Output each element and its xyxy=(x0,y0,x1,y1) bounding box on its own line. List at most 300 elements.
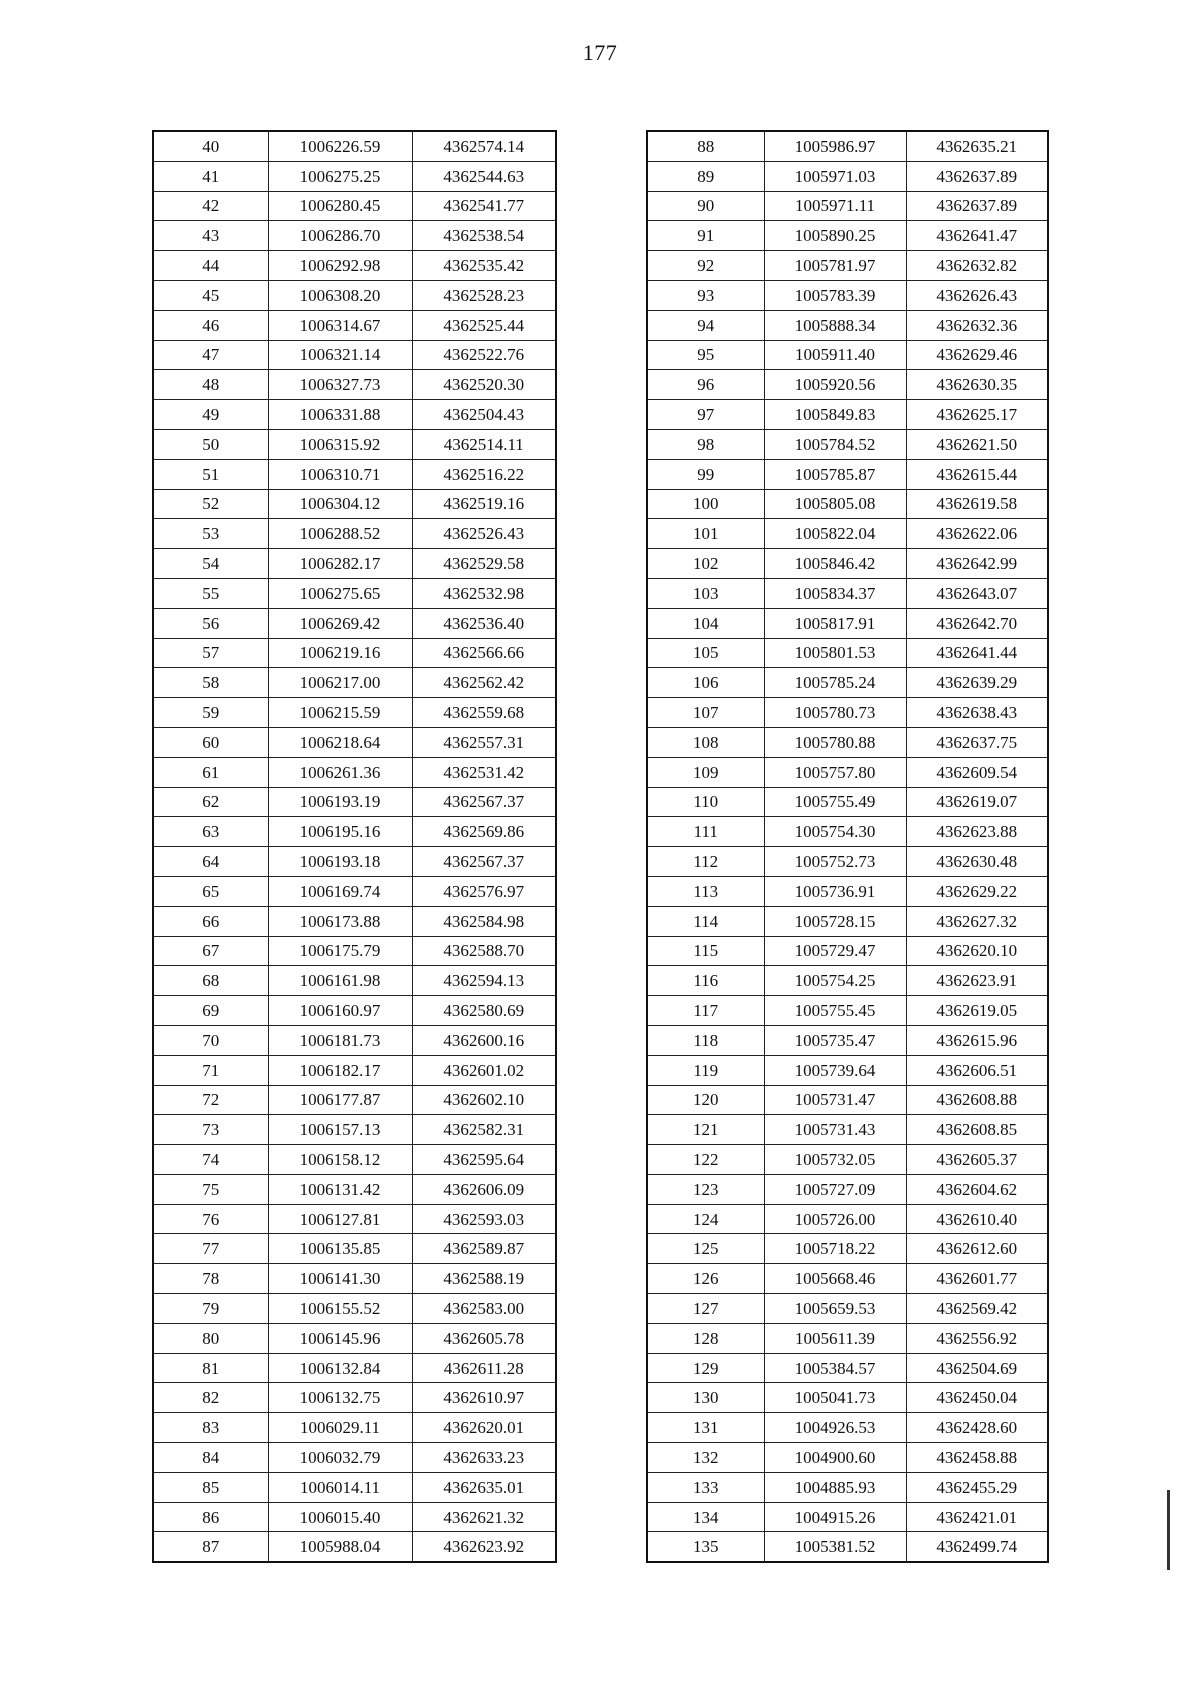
y-coordinate-cell: 4362519.16 xyxy=(412,489,556,519)
y-coordinate-cell: 4362642.99 xyxy=(906,549,1048,579)
y-coordinate-cell: 4362588.70 xyxy=(412,936,556,966)
y-coordinate-cell: 4362458.88 xyxy=(906,1443,1048,1473)
table-row xyxy=(153,1204,556,1234)
x-coordinate-cell: 1005846.42 xyxy=(764,549,906,579)
table-row xyxy=(647,131,1048,161)
table-row xyxy=(153,191,556,221)
table-row xyxy=(153,1234,556,1264)
y-coordinate-cell: 4362601.77 xyxy=(906,1264,1048,1294)
table-row xyxy=(153,549,556,579)
y-coordinate-cell: 4362529.58 xyxy=(412,549,556,579)
y-coordinate-cell: 4362593.03 xyxy=(412,1204,556,1234)
table-row xyxy=(153,131,556,161)
y-coordinate-cell: 4362532.98 xyxy=(412,578,556,608)
x-coordinate-cell: 1005659.53 xyxy=(764,1294,906,1324)
table-row xyxy=(647,519,1048,549)
y-coordinate-cell: 4362566.66 xyxy=(412,638,556,668)
table-row xyxy=(647,817,1048,847)
y-coordinate-cell: 4362629.22 xyxy=(906,876,1048,906)
table-row xyxy=(647,549,1048,579)
x-coordinate-cell: 1006169.74 xyxy=(268,876,412,906)
table-row xyxy=(647,1115,1048,1145)
y-coordinate-cell: 4362615.44 xyxy=(906,459,1048,489)
x-coordinate-cell: 1006304.12 xyxy=(268,489,412,519)
point-number-cell: 67 xyxy=(153,936,268,966)
table-row xyxy=(153,370,556,400)
x-coordinate-cell: 1005785.87 xyxy=(764,459,906,489)
x-coordinate-cell: 1005784.52 xyxy=(764,429,906,459)
point-number-cell: 78 xyxy=(153,1264,268,1294)
x-coordinate-cell: 1006132.84 xyxy=(268,1353,412,1383)
point-number-cell: 46 xyxy=(153,310,268,340)
y-coordinate-cell: 4362635.01 xyxy=(412,1472,556,1502)
point-number-cell: 84 xyxy=(153,1443,268,1473)
point-number-cell: 125 xyxy=(647,1234,764,1264)
x-coordinate-cell: 1006015.40 xyxy=(268,1502,412,1532)
table-row xyxy=(647,578,1048,608)
x-coordinate-cell: 1006269.42 xyxy=(268,608,412,638)
x-coordinate-cell: 1006195.16 xyxy=(268,817,412,847)
x-coordinate-cell: 1006193.18 xyxy=(268,847,412,877)
table-row xyxy=(647,1025,1048,1055)
point-number-cell: 56 xyxy=(153,608,268,638)
y-coordinate-cell: 4362574.14 xyxy=(412,131,556,161)
y-coordinate-cell: 4362619.07 xyxy=(906,787,1048,817)
x-coordinate-cell: 1005754.25 xyxy=(764,966,906,996)
x-coordinate-cell: 1005735.47 xyxy=(764,1025,906,1055)
coordinate-table-left xyxy=(152,130,557,1563)
table-row xyxy=(647,1294,1048,1324)
x-coordinate-cell: 1006132.75 xyxy=(268,1383,412,1413)
x-coordinate-cell: 1005890.25 xyxy=(764,221,906,251)
y-coordinate-cell: 4362643.07 xyxy=(906,578,1048,608)
point-number-cell: 93 xyxy=(647,280,764,310)
x-coordinate-cell: 1006275.25 xyxy=(268,161,412,191)
table-row xyxy=(153,668,556,698)
x-coordinate-cell: 1006321.14 xyxy=(268,340,412,370)
y-coordinate-cell: 4362632.82 xyxy=(906,251,1048,281)
table-row xyxy=(153,936,556,966)
point-number-cell: 58 xyxy=(153,668,268,698)
y-coordinate-cell: 4362538.54 xyxy=(412,221,556,251)
point-number-cell: 129 xyxy=(647,1353,764,1383)
x-coordinate-cell: 1005754.30 xyxy=(764,817,906,847)
table-row xyxy=(647,400,1048,430)
x-coordinate-cell: 1005801.53 xyxy=(764,638,906,668)
table-row xyxy=(153,876,556,906)
x-coordinate-cell: 1006177.87 xyxy=(268,1085,412,1115)
point-number-cell: 127 xyxy=(647,1294,764,1324)
y-coordinate-cell: 4362504.43 xyxy=(412,400,556,430)
point-number-cell: 109 xyxy=(647,757,764,787)
x-coordinate-cell: 1006173.88 xyxy=(268,906,412,936)
x-coordinate-cell: 1006161.98 xyxy=(268,966,412,996)
y-coordinate-cell: 4362569.86 xyxy=(412,817,556,847)
point-number-cell: 42 xyxy=(153,191,268,221)
table-row xyxy=(153,161,556,191)
y-coordinate-cell: 4362623.92 xyxy=(412,1532,556,1562)
x-coordinate-cell: 1006158.12 xyxy=(268,1145,412,1175)
point-number-cell: 102 xyxy=(647,549,764,579)
point-number-cell: 116 xyxy=(647,966,764,996)
x-coordinate-cell: 1005911.40 xyxy=(764,340,906,370)
point-number-cell: 55 xyxy=(153,578,268,608)
table-row xyxy=(153,787,556,817)
point-number-cell: 105 xyxy=(647,638,764,668)
table-row xyxy=(647,698,1048,728)
point-number-cell: 71 xyxy=(153,1055,268,1085)
table-row xyxy=(647,280,1048,310)
point-number-cell: 75 xyxy=(153,1174,268,1204)
y-coordinate-cell: 4362582.31 xyxy=(412,1115,556,1145)
y-coordinate-cell: 4362536.40 xyxy=(412,608,556,638)
point-number-cell: 135 xyxy=(647,1532,764,1562)
y-coordinate-cell: 4362623.88 xyxy=(906,817,1048,847)
y-coordinate-cell: 4362622.06 xyxy=(906,519,1048,549)
table-row xyxy=(153,638,556,668)
y-coordinate-cell: 4362602.10 xyxy=(412,1085,556,1115)
point-number-cell: 133 xyxy=(647,1472,764,1502)
table-row xyxy=(647,1472,1048,1502)
x-coordinate-cell: 1006157.13 xyxy=(268,1115,412,1145)
table-row xyxy=(647,1383,1048,1413)
point-number-cell: 43 xyxy=(153,221,268,251)
table-row xyxy=(153,459,556,489)
table-row xyxy=(647,876,1048,906)
table-row xyxy=(647,1055,1048,1085)
y-coordinate-cell: 4362595.64 xyxy=(412,1145,556,1175)
y-coordinate-cell: 4362620.01 xyxy=(412,1413,556,1443)
point-number-cell: 92 xyxy=(647,251,764,281)
point-number-cell: 132 xyxy=(647,1443,764,1473)
y-coordinate-cell: 4362608.85 xyxy=(906,1115,1048,1145)
point-number-cell: 77 xyxy=(153,1234,268,1264)
point-number-cell: 114 xyxy=(647,906,764,936)
x-coordinate-cell: 1006280.45 xyxy=(268,191,412,221)
x-coordinate-cell: 1006226.59 xyxy=(268,131,412,161)
point-number-cell: 98 xyxy=(647,429,764,459)
x-coordinate-cell: 1005731.47 xyxy=(764,1085,906,1115)
x-coordinate-cell: 1006014.11 xyxy=(268,1472,412,1502)
x-coordinate-cell: 1006261.36 xyxy=(268,757,412,787)
y-coordinate-cell: 4362637.75 xyxy=(906,727,1048,757)
point-number-cell: 53 xyxy=(153,519,268,549)
x-coordinate-cell: 1005752.73 xyxy=(764,847,906,877)
y-coordinate-cell: 4362641.47 xyxy=(906,221,1048,251)
point-number-cell: 103 xyxy=(647,578,764,608)
y-coordinate-cell: 4362516.22 xyxy=(412,459,556,489)
point-number-cell: 52 xyxy=(153,489,268,519)
table-row xyxy=(647,757,1048,787)
table-row xyxy=(647,251,1048,281)
x-coordinate-cell: 1006282.17 xyxy=(268,549,412,579)
y-coordinate-cell: 4362421.01 xyxy=(906,1502,1048,1532)
x-coordinate-cell: 1005783.39 xyxy=(764,280,906,310)
y-coordinate-cell: 4362623.91 xyxy=(906,966,1048,996)
x-coordinate-cell: 1006327.73 xyxy=(268,370,412,400)
point-number-cell: 85 xyxy=(153,1472,268,1502)
point-number-cell: 68 xyxy=(153,966,268,996)
table-row xyxy=(153,817,556,847)
x-coordinate-cell: 1005971.11 xyxy=(764,191,906,221)
point-number-cell: 59 xyxy=(153,698,268,728)
y-coordinate-cell: 4362610.40 xyxy=(906,1204,1048,1234)
point-number-cell: 62 xyxy=(153,787,268,817)
y-coordinate-cell: 4362637.89 xyxy=(906,191,1048,221)
x-coordinate-cell: 1006155.52 xyxy=(268,1294,412,1324)
x-coordinate-cell: 1004885.93 xyxy=(764,1472,906,1502)
point-number-cell: 115 xyxy=(647,936,764,966)
table-row xyxy=(647,370,1048,400)
point-number-cell: 74 xyxy=(153,1145,268,1175)
y-coordinate-cell: 4362638.43 xyxy=(906,698,1048,728)
table-row xyxy=(153,578,556,608)
point-number-cell: 111 xyxy=(647,817,764,847)
x-coordinate-cell: 1005736.91 xyxy=(764,876,906,906)
y-coordinate-cell: 4362615.96 xyxy=(906,1025,1048,1055)
table-row xyxy=(153,1472,556,1502)
point-number-cell: 81 xyxy=(153,1353,268,1383)
x-coordinate-cell: 1006032.79 xyxy=(268,1443,412,1473)
point-number-cell: 90 xyxy=(647,191,764,221)
y-coordinate-cell: 4362559.68 xyxy=(412,698,556,728)
x-coordinate-cell: 1005718.22 xyxy=(764,1234,906,1264)
table-row xyxy=(153,1174,556,1204)
x-coordinate-cell: 1006193.19 xyxy=(268,787,412,817)
table-row xyxy=(153,966,556,996)
point-number-cell: 86 xyxy=(153,1502,268,1532)
table-row xyxy=(647,1502,1048,1532)
x-coordinate-cell: 1005726.00 xyxy=(764,1204,906,1234)
y-coordinate-cell: 4362626.43 xyxy=(906,280,1048,310)
table-row xyxy=(647,161,1048,191)
point-number-cell: 91 xyxy=(647,221,764,251)
table-row xyxy=(647,1353,1048,1383)
x-coordinate-cell: 1006160.97 xyxy=(268,996,412,1026)
point-number-cell: 108 xyxy=(647,727,764,757)
table-row xyxy=(647,1264,1048,1294)
y-coordinate-cell: 4362594.13 xyxy=(412,966,556,996)
point-number-cell: 87 xyxy=(153,1532,268,1562)
point-number-cell: 97 xyxy=(647,400,764,430)
y-coordinate-cell: 4362641.44 xyxy=(906,638,1048,668)
table-row xyxy=(153,1145,556,1175)
point-number-cell: 106 xyxy=(647,668,764,698)
y-coordinate-cell: 4362629.46 xyxy=(906,340,1048,370)
x-coordinate-cell: 1005805.08 xyxy=(764,489,906,519)
x-coordinate-cell: 1005785.24 xyxy=(764,668,906,698)
x-coordinate-cell: 1006218.64 xyxy=(268,727,412,757)
point-number-cell: 110 xyxy=(647,787,764,817)
y-coordinate-cell: 4362528.23 xyxy=(412,280,556,310)
y-coordinate-cell: 4362428.60 xyxy=(906,1413,1048,1443)
point-number-cell: 54 xyxy=(153,549,268,579)
x-coordinate-cell: 1006331.88 xyxy=(268,400,412,430)
y-coordinate-cell: 4362611.28 xyxy=(412,1353,556,1383)
table-row xyxy=(153,906,556,936)
point-number-cell: 119 xyxy=(647,1055,764,1085)
table-row xyxy=(647,1413,1048,1443)
y-coordinate-cell: 4362633.23 xyxy=(412,1443,556,1473)
y-coordinate-cell: 4362544.63 xyxy=(412,161,556,191)
point-number-cell: 130 xyxy=(647,1383,764,1413)
point-number-cell: 76 xyxy=(153,1204,268,1234)
x-coordinate-cell: 1005986.97 xyxy=(764,131,906,161)
table-row xyxy=(153,310,556,340)
point-number-cell: 82 xyxy=(153,1383,268,1413)
x-coordinate-cell: 1004900.60 xyxy=(764,1443,906,1473)
coordinate-table-right xyxy=(646,130,1049,1563)
point-number-cell: 50 xyxy=(153,429,268,459)
point-number-cell: 61 xyxy=(153,757,268,787)
x-coordinate-cell: 1006131.42 xyxy=(268,1174,412,1204)
table-row xyxy=(153,757,556,787)
point-number-cell: 44 xyxy=(153,251,268,281)
x-coordinate-cell: 1006127.81 xyxy=(268,1204,412,1234)
y-coordinate-cell: 4362637.89 xyxy=(906,161,1048,191)
y-coordinate-cell: 4362557.31 xyxy=(412,727,556,757)
table-row xyxy=(153,608,556,638)
point-number-cell: 64 xyxy=(153,847,268,877)
y-coordinate-cell: 4362612.60 xyxy=(906,1234,1048,1264)
point-number-cell: 80 xyxy=(153,1323,268,1353)
x-coordinate-cell: 1005381.52 xyxy=(764,1532,906,1562)
table-row xyxy=(153,1383,556,1413)
x-coordinate-cell: 1006141.30 xyxy=(268,1264,412,1294)
table-row xyxy=(647,489,1048,519)
y-coordinate-cell: 4362601.02 xyxy=(412,1055,556,1085)
x-coordinate-cell: 1005849.83 xyxy=(764,400,906,430)
table-row xyxy=(647,1085,1048,1115)
x-coordinate-cell: 1005731.43 xyxy=(764,1115,906,1145)
table-row xyxy=(153,221,556,251)
table-row xyxy=(647,608,1048,638)
table-row xyxy=(647,1443,1048,1473)
table-row xyxy=(153,1443,556,1473)
point-number-cell: 89 xyxy=(647,161,764,191)
point-number-cell: 120 xyxy=(647,1085,764,1115)
point-number-cell: 99 xyxy=(647,459,764,489)
point-number-cell: 49 xyxy=(153,400,268,430)
x-coordinate-cell: 1006308.20 xyxy=(268,280,412,310)
table-row xyxy=(153,400,556,430)
table-row xyxy=(647,668,1048,698)
x-coordinate-cell: 1005822.04 xyxy=(764,519,906,549)
table-row xyxy=(647,459,1048,489)
table-row xyxy=(153,698,556,728)
point-number-cell: 88 xyxy=(647,131,764,161)
point-number-cell: 41 xyxy=(153,161,268,191)
x-coordinate-cell: 1005834.37 xyxy=(764,578,906,608)
point-number-cell: 72 xyxy=(153,1085,268,1115)
y-coordinate-cell: 4362604.62 xyxy=(906,1174,1048,1204)
y-coordinate-cell: 4362606.51 xyxy=(906,1055,1048,1085)
x-coordinate-cell: 1006314.67 xyxy=(268,310,412,340)
point-number-cell: 104 xyxy=(647,608,764,638)
table-row xyxy=(647,340,1048,370)
y-coordinate-cell: 4362625.17 xyxy=(906,400,1048,430)
x-coordinate-cell: 1006310.71 xyxy=(268,459,412,489)
y-coordinate-cell: 4362450.04 xyxy=(906,1383,1048,1413)
point-number-cell: 134 xyxy=(647,1502,764,1532)
y-coordinate-cell: 4362635.21 xyxy=(906,131,1048,161)
point-number-cell: 113 xyxy=(647,876,764,906)
table-row xyxy=(153,1413,556,1443)
point-number-cell: 60 xyxy=(153,727,268,757)
point-number-cell: 101 xyxy=(647,519,764,549)
x-coordinate-cell: 1006288.52 xyxy=(268,519,412,549)
point-number-cell: 40 xyxy=(153,131,268,161)
y-coordinate-cell: 4362526.43 xyxy=(412,519,556,549)
point-number-cell: 47 xyxy=(153,340,268,370)
y-coordinate-cell: 4362541.77 xyxy=(412,191,556,221)
y-coordinate-cell: 4362522.76 xyxy=(412,340,556,370)
point-number-cell: 69 xyxy=(153,996,268,1026)
x-coordinate-cell: 1006292.98 xyxy=(268,251,412,281)
table-row xyxy=(647,1174,1048,1204)
y-coordinate-cell: 4362606.09 xyxy=(412,1174,556,1204)
x-coordinate-cell: 1006029.11 xyxy=(268,1413,412,1443)
table-row xyxy=(153,1055,556,1085)
table-row xyxy=(647,1204,1048,1234)
x-coordinate-cell: 1006286.70 xyxy=(268,221,412,251)
point-number-cell: 63 xyxy=(153,817,268,847)
y-coordinate-cell: 4362630.48 xyxy=(906,847,1048,877)
point-number-cell: 70 xyxy=(153,1025,268,1055)
x-coordinate-cell: 1006175.79 xyxy=(268,936,412,966)
table-row xyxy=(153,251,556,281)
x-coordinate-cell: 1006135.85 xyxy=(268,1234,412,1264)
x-coordinate-cell: 1005732.05 xyxy=(764,1145,906,1175)
y-coordinate-cell: 4362504.69 xyxy=(906,1353,1048,1383)
y-coordinate-cell: 4362576.97 xyxy=(412,876,556,906)
table-row xyxy=(153,1502,556,1532)
table-row xyxy=(647,847,1048,877)
x-coordinate-cell: 1005817.91 xyxy=(764,608,906,638)
x-coordinate-cell: 1006315.92 xyxy=(268,429,412,459)
y-coordinate-cell: 4362589.87 xyxy=(412,1234,556,1264)
table-row xyxy=(153,489,556,519)
y-coordinate-cell: 4362608.88 xyxy=(906,1085,1048,1115)
y-coordinate-cell: 4362639.29 xyxy=(906,668,1048,698)
x-coordinate-cell: 1005611.39 xyxy=(764,1323,906,1353)
x-coordinate-cell: 1005888.34 xyxy=(764,310,906,340)
y-coordinate-cell: 4362605.37 xyxy=(906,1145,1048,1175)
y-coordinate-cell: 4362621.50 xyxy=(906,429,1048,459)
y-coordinate-cell: 4362455.29 xyxy=(906,1472,1048,1502)
y-coordinate-cell: 4362556.92 xyxy=(906,1323,1048,1353)
table-row xyxy=(647,1323,1048,1353)
x-coordinate-cell: 1005780.88 xyxy=(764,727,906,757)
x-coordinate-cell: 1005739.64 xyxy=(764,1055,906,1085)
point-number-cell: 94 xyxy=(647,310,764,340)
table-row xyxy=(153,519,556,549)
y-coordinate-cell: 4362514.11 xyxy=(412,429,556,459)
table-row xyxy=(647,1532,1048,1562)
point-number-cell: 117 xyxy=(647,996,764,1026)
y-coordinate-cell: 4362632.36 xyxy=(906,310,1048,340)
x-coordinate-cell: 1005988.04 xyxy=(268,1532,412,1562)
y-coordinate-cell: 4362580.69 xyxy=(412,996,556,1026)
y-coordinate-cell: 4362619.58 xyxy=(906,489,1048,519)
point-number-cell: 118 xyxy=(647,1025,764,1055)
x-coordinate-cell: 1005727.09 xyxy=(764,1174,906,1204)
y-coordinate-cell: 4362520.30 xyxy=(412,370,556,400)
point-number-cell: 126 xyxy=(647,1264,764,1294)
x-coordinate-cell: 1005668.46 xyxy=(764,1264,906,1294)
y-coordinate-cell: 4362535.42 xyxy=(412,251,556,281)
table-row xyxy=(153,1264,556,1294)
